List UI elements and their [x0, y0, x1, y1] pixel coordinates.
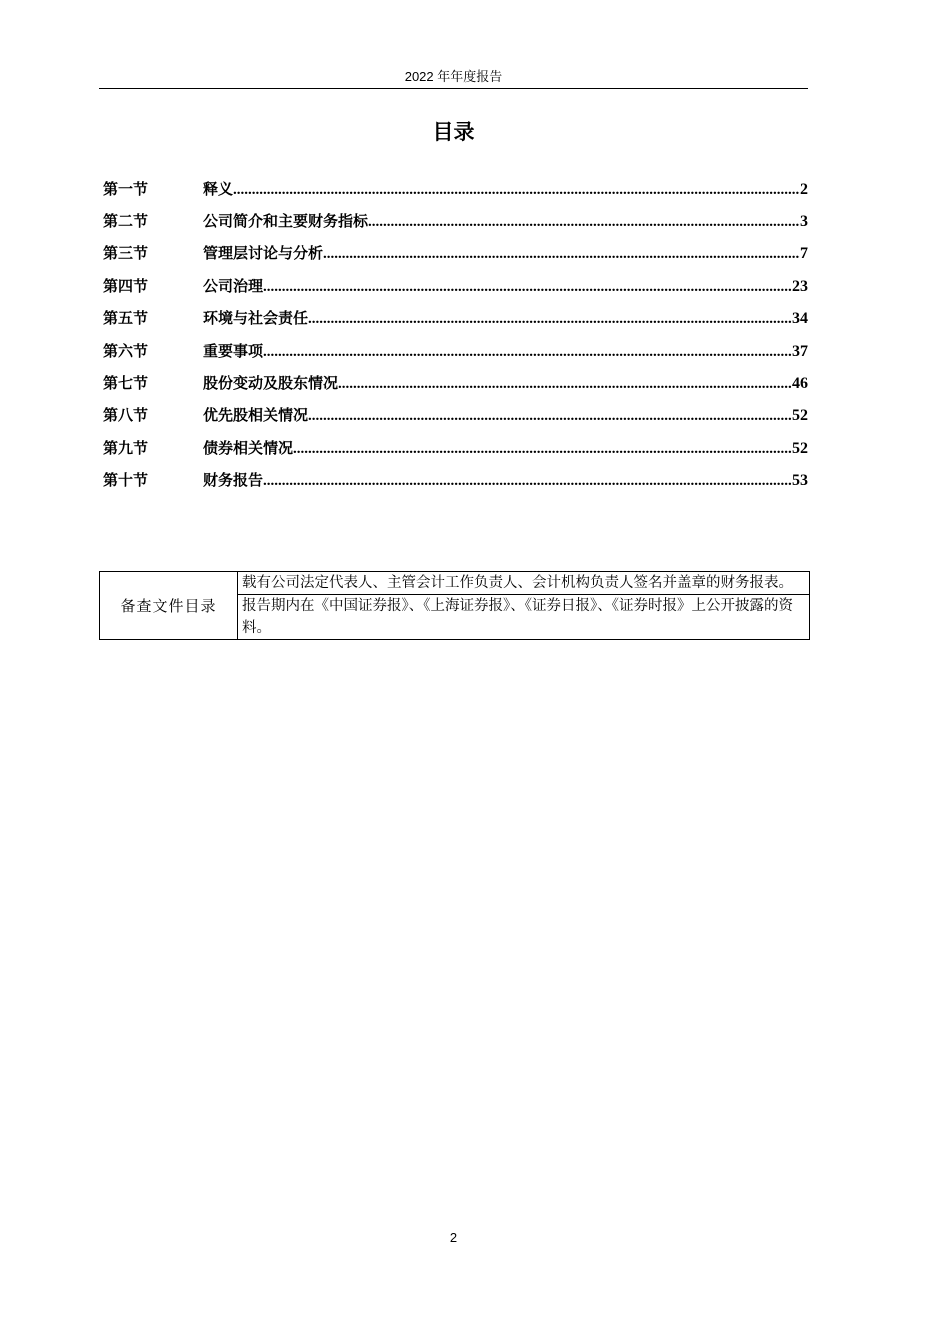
toc-section-number: 第三节: [103, 244, 149, 263]
toc-leader-dots: [233, 182, 800, 199]
toc-leader-dots: [293, 441, 792, 458]
toc-leader-dots: [323, 246, 800, 263]
toc-leader-dots: [263, 473, 792, 490]
toc-page-number: 52: [792, 407, 808, 425]
toc-leader-dots: [263, 344, 792, 361]
toc-page-number: 23: [792, 277, 808, 295]
toc-page-number: 53: [792, 472, 808, 490]
toc-section-number: 第九节: [103, 438, 149, 457]
reference-documents-table: [99, 571, 810, 640]
toc-row[interactable]: [103, 172, 808, 204]
toc-page-number: 7: [800, 245, 808, 263]
toc-section-title: 债券相关情况: [203, 438, 294, 457]
toc-page-number: 37: [792, 342, 808, 360]
toc-row[interactable]: [103, 269, 808, 301]
toc-row[interactable]: [103, 204, 808, 236]
toc-section-number: 第七节: [103, 374, 149, 393]
toc-row[interactable]: [103, 431, 808, 463]
toc-section-number: 第六节: [103, 341, 149, 360]
toc-leader-dots: [263, 279, 792, 296]
toc-leader-dots: [308, 311, 792, 328]
table-of-contents: [103, 172, 808, 496]
toc-row[interactable]: [103, 366, 808, 398]
toc-section-title: 释义: [203, 179, 234, 198]
toc-leader-dots: [368, 214, 800, 231]
toc-page-number: 52: [792, 439, 808, 457]
reference-item: 报告期内在《中国证券报》、《上海证券报》、《证券日报》、《证券时报》上公开披露的资料。: [238, 595, 810, 640]
toc-title: 目录: [432, 120, 475, 144]
reference-label: 备查文件目录: [100, 572, 238, 640]
toc-section-title: 环境与社会责任: [203, 309, 309, 328]
toc-section-number: 第二节: [103, 212, 149, 231]
toc-row[interactable]: [103, 464, 808, 496]
toc-row[interactable]: [103, 399, 808, 431]
toc-page-number: 34: [792, 310, 808, 328]
toc-section-title: 股份变动及股东情况: [203, 374, 339, 393]
toc-leader-dots: [338, 376, 792, 393]
toc-section-number: 第五节: [103, 309, 149, 328]
toc-section-number: 第四节: [103, 276, 149, 295]
table-row: [100, 572, 810, 595]
toc-page-number: 46: [792, 375, 808, 393]
toc-section-title: 公司治理: [203, 276, 264, 295]
toc-row[interactable]: [103, 237, 808, 269]
toc-page-number: 3: [800, 213, 808, 231]
toc-section-number: 第十节: [103, 471, 149, 490]
reference-item: 载有公司法定代表人、主管会计工作负责人、会计机构负责人签名并盖章的财务报表。: [238, 572, 810, 595]
toc-row[interactable]: [103, 302, 808, 334]
toc-section-number: 第八节: [103, 406, 149, 425]
toc-row[interactable]: [103, 334, 808, 366]
toc-section-title: 管理层讨论与分析: [203, 244, 324, 263]
header-rule: [99, 88, 808, 89]
page-number: 2: [449, 1230, 458, 1245]
toc-section-title: 财务报告: [203, 471, 264, 490]
toc-section-title: 重要事项: [203, 341, 264, 360]
toc-section-title: 公司简介和主要财务指标: [203, 212, 369, 231]
toc-section-title: 优先股相关情况: [203, 406, 309, 425]
toc-section-number: 第一节: [103, 179, 149, 198]
toc-page-number: 2: [800, 180, 808, 198]
page-header: 2022 年年度报告: [404, 69, 503, 84]
toc-leader-dots: [308, 408, 792, 425]
